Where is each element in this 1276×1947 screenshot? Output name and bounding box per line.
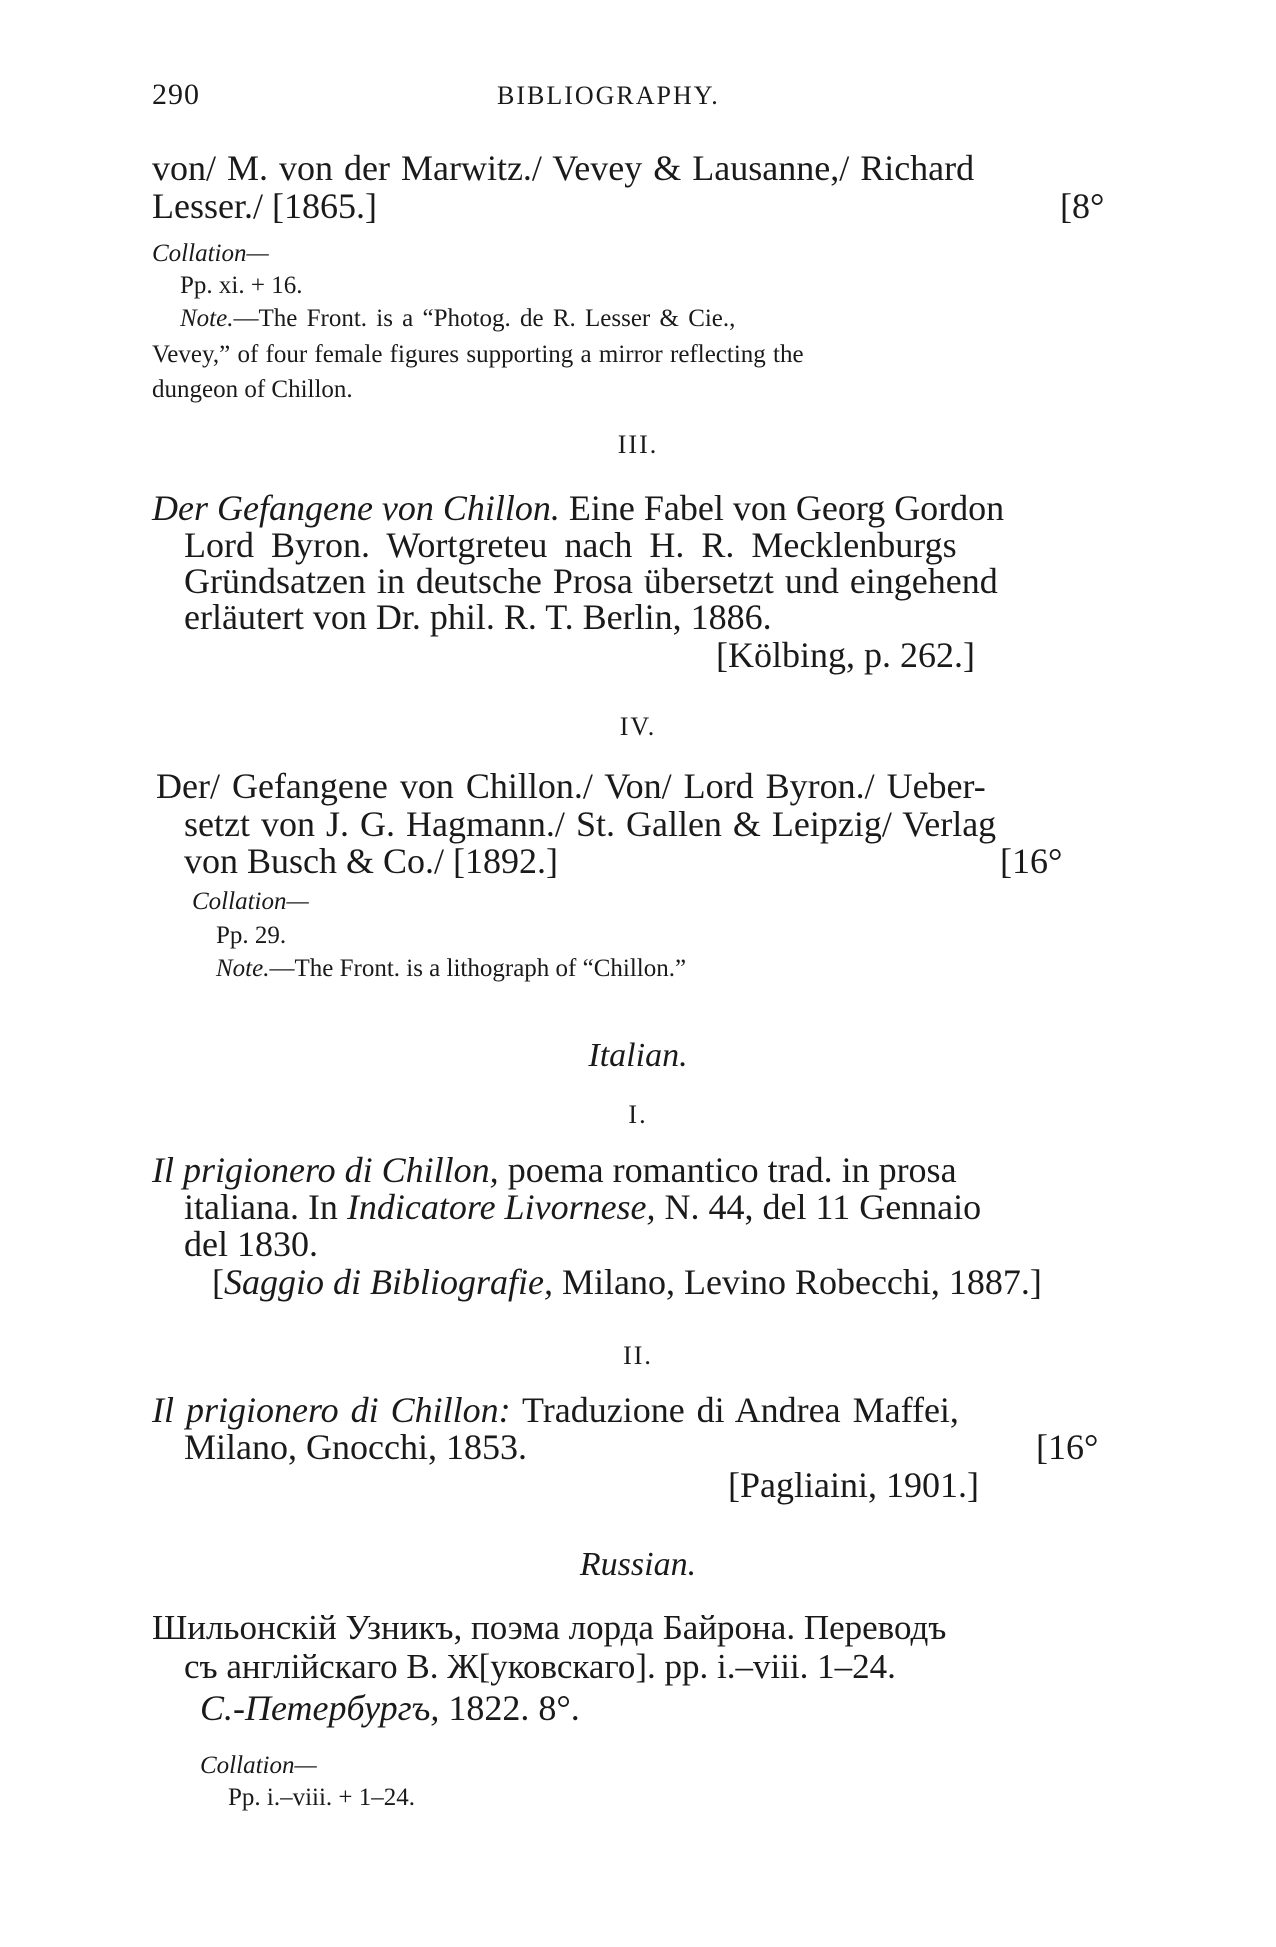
entry-ii-line-2: Lesser./ [1865.]	[152, 186, 377, 226]
entry-ii-collation: Pp. xi. + 16.	[180, 272, 303, 299]
italian-entry-i-line-1	[152, 1152, 957, 1188]
line-2-end: N. 44, del 11 Gennaio	[655, 1187, 982, 1227]
note-label: Note.	[216, 955, 270, 982]
entry-iii-line-1-rest: Eine Fabel von Georg Gordon	[559, 488, 1005, 528]
note-label: Note.	[180, 305, 234, 332]
italian-entry-i-line-3: del 1830.	[184, 1224, 318, 1264]
entry-ii-note-line-1	[180, 305, 735, 333]
entry-iv-format: [16°	[1000, 841, 1063, 881]
italian-entry-i-numeral: I.	[628, 1100, 648, 1129]
italian-entry-ii-line-2: Milano, Gnocchi, 1853.	[184, 1427, 527, 1467]
italian-entry-i-line-1-rest: poema romantico trad. in prosa	[498, 1150, 957, 1190]
entry-ii-line-1: von/ M. von der Marwitz./ Vevey & Lausanne,/ Richard	[152, 148, 975, 188]
italian-entry-i-line-2	[184, 1189, 981, 1225]
russian-place: С.-Петербургъ,	[200, 1688, 440, 1728]
entry-iv-line-2: setzt von J. G. Hagmann./ St. Gallen & Leipzig/ Verlag	[184, 804, 997, 844]
entry-iv-note	[216, 955, 686, 983]
italian-entry-ii-line-1	[152, 1392, 959, 1428]
entry-ii-note-line-2: Vevey,” of four female figures supporting a mirror reflecting the	[152, 341, 804, 368]
periodical-title: Indicatore Livornese,	[346, 1187, 656, 1227]
line-2-start: italiana. In	[184, 1187, 347, 1227]
italian-entry-ii-numeral: II.	[623, 1341, 653, 1370]
russian-line-3	[200, 1690, 580, 1726]
entry-iii-line-2: Lord Byron. Wortgreteu nach H. R. Mecklenburgs	[184, 525, 957, 565]
page-number: 290	[152, 78, 200, 111]
russian-line-1: Шильонскій Узникъ, поэма лорда Байрона. Переводъ	[152, 1608, 947, 1647]
section-heading-italian: Italian.	[588, 1037, 688, 1074]
note-text: —The Front. is a “Photog. de R. Lesser & Cie.,	[233, 305, 736, 332]
entry-iii-line-4: erläutert von Dr. phil. R. T. Berlin, 1886.	[184, 597, 772, 637]
note-text: —The Front. is a lithograph of “Chillon.”	[269, 955, 687, 982]
entry-iv-line-3: von Busch & Co./ [1892.]	[184, 841, 558, 881]
russian-collation-label: Collation—	[200, 1752, 317, 1779]
russian-collation: Pp. i.–viii. + 1–24.	[228, 1784, 416, 1811]
italian-entry-ii-line-1-rest: Traduzione di Andrea Maffei,	[510, 1390, 959, 1430]
source-bracket: [	[212, 1262, 224, 1302]
italian-entry-ii-source: [Pagliaini, 1901.]	[728, 1465, 979, 1505]
entry-iii-line-1	[152, 490, 1004, 526]
entry-iv-collation-label: Collation—	[192, 888, 309, 915]
entry-iii-title: Der Gefangene von Chillon.	[152, 488, 560, 528]
entry-iv-numeral: IV.	[619, 712, 657, 741]
entry-iii-line-3: Gründsatzen in deutsche Prosa übersetzt und eingehend	[184, 561, 998, 601]
italian-entry-ii-title: Il prigionero di Chillon:	[152, 1390, 511, 1430]
italian-entry-ii-format: [16°	[1036, 1427, 1099, 1467]
section-heading-russian: Russian.	[579, 1546, 697, 1583]
source-title: Saggio di Bibliografie,	[224, 1262, 553, 1302]
entry-iv-line-1: Der/ Gefangene von Chillon./ Von/ Lord Byron./ Ueber-	[156, 766, 986, 806]
entry-iii-numeral: III.	[617, 430, 659, 459]
running-title: BIBLIOGRAPHY.	[497, 81, 720, 110]
entry-ii-note-line-3: dungeon of Chillon.	[152, 376, 353, 403]
russian-line-2: съ англійскаго В. Ж[уковскаго]. pp. i.–viii. 1–24.	[184, 1647, 896, 1686]
entry-ii-collation-label: Collation—	[152, 240, 269, 267]
entry-ii-format: [8°	[1060, 186, 1105, 226]
source-rest: Milano, Levino Robecchi, 1887.]	[553, 1262, 1042, 1302]
entry-iii-source: [Kölbing, p. 262.]	[716, 635, 975, 675]
entry-iv-collation: Pp. 29.	[216, 922, 287, 949]
russian-line-3-rest: 1822. 8°.	[439, 1688, 580, 1728]
italian-entry-i-source	[212, 1264, 1042, 1300]
italian-entry-i-title: Il prigionero di Chillon,	[152, 1150, 499, 1190]
